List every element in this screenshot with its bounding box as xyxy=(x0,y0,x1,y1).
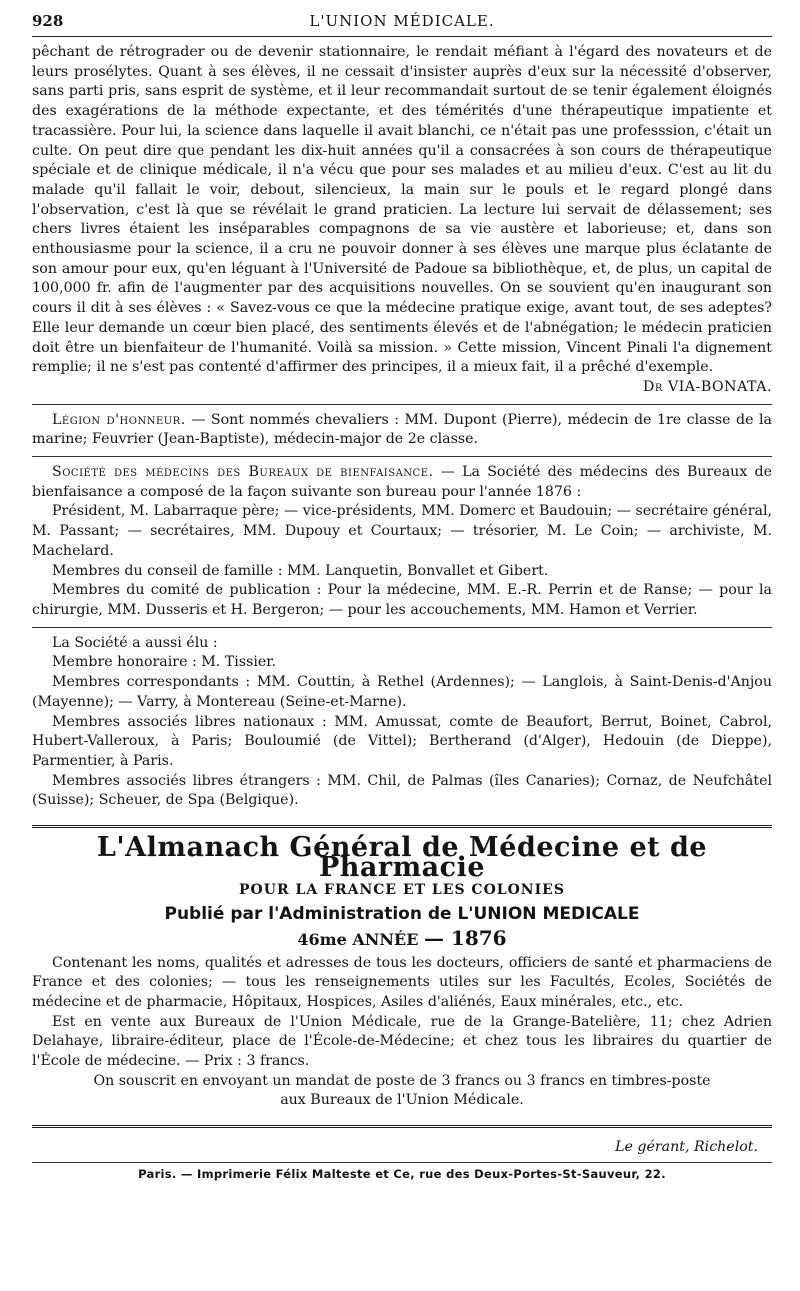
legion-notice xyxy=(32,411,772,450)
societe-conseil: Membres du conseil de famille : MM. Lanquetin, Bonvallet et Gibert. xyxy=(52,562,549,579)
advert-edition-word: ANNÉE xyxy=(352,929,419,949)
societe-nationaux: Membres associés libres nationaux : MM. Amussat, comte de Beaufort, Berrut, Boinet, Cabrol, Hubert-Valleroux, à Paris; Bouloumié (de Vittel); Bertherand (d'Alger), Hedouin (de Dieppe), Parmentier, à Paris. xyxy=(32,713,772,769)
legion-lead: Légion d'honneur. xyxy=(52,411,186,428)
advert-top-rule xyxy=(32,825,772,828)
article-paragraph: pêchant de rétrograder ou de devenir stationnaire, le rendait méfiant à l'égard des novateurs et de leurs prosélytes. Quant à ses élèves, il ne cessait d'insister auprès d'eux sur la nécessité d'observer, sans parti pris, sans esprit de système, et il leur recommandait surtout de se tenir également éloignés des exagérations de la méthode expectante, et des témérités d'une thérapeutique impatiente et tracassière. Pour lui, la science dans laquelle il avait blanchi, ce n'était pas une professsion, c'était un culte. On peut dire que pendant les dix-huit années qu'il a consacrées à son cours de thérapeutique spéciale et de clinique médicale, il n'a vécu que pour ses malades et au milieu d'eux. C'est au lit du malade qu'il fallait le voir, debout, silencieux, la main sur le pouls et le regard plongé dans l'observation, c'est là que se révélait le grand praticien. La lecture lui servait de délassement; ses chers livres étaient les inséparables compagnons de sa vie austère et laborieuse; et, dans son enthousiasme pour la science, il a cru ne pouvoir donner à ses élèves une marque plus éclatante de son amour pour eux, qu'en léguant à l'Université de Padoue sa bibliothèque, et, de plus, un capital de 100,000 fr. afin de l'augmenter par des acquisitions nouvelles. On se souvient qu'en inaugurant son cours il dit à ses élèves : « Savez-vous ce que la médecine pratique exige, avant tout, de ses adeptes? Elle leur demande un cœur bien placé, des sentiments élevés et de l'abnégation; le médecin praticien doit être un bienfaiteur de l'humanité. Voilà sa mission. » Cette mission, Vincent Pinali l'a dignement remplie; il ne s'est pas contenté d'affirmer des principes, il a mieux fait, il a prêché d'exemple. xyxy=(32,44,772,376)
footer-divider xyxy=(32,1162,772,1163)
advert-subtitle: POUR LA FRANCE ET LES COLONIES xyxy=(239,882,565,899)
societe-lead: Société des médecins des Bureaux de bienfaisance. xyxy=(52,464,434,481)
societe-intro xyxy=(32,463,772,502)
gerant-line xyxy=(32,1138,758,1158)
running-title: L'UNION MÉDICALE. xyxy=(309,12,495,30)
advert-sale: Est en vente aux Bureaux de l'Union Médicale, rue de la Grange-Batelière, 11; chez Adrien Delahaye, libraire-éditeur, place de l'École-de-Médecine; et chez tous les libraires du quartier de l'École de médecine. — Prix : 3 francs. xyxy=(32,1013,772,1070)
article-signature: Dr VIA-BONATA. xyxy=(643,378,772,395)
societe-honoraire: Membre honoraire : M. Tissier. xyxy=(52,654,277,671)
advert-subscribe-line1: On souscrit en envoyant un mandat de poste de 3 francs ou 3 francs en timbres-poste xyxy=(93,1072,711,1089)
advert-publisher: Publié par l'Administration de L'UNION MEDICALE xyxy=(164,904,640,925)
societe-correspondants: Membres correspondants : MM. Couttin, à Rethel (Ardennes); — Langlois, à Saint-Denis-d'Anjou (Mayenne); — Varry, à Montereau (Seine-et-Marne). xyxy=(32,674,772,710)
newspaper-page xyxy=(32,0,772,1265)
section-divider xyxy=(32,404,772,405)
societe-etrangers: Membres associés libres étrangers : MM. Chil, de Palmas (îles Canaries); Cornaz, de Neufchâtel (Suisse); Scheuer, de Spa (Belgique). xyxy=(32,772,772,809)
advert-edition-year: — 1876 xyxy=(423,925,507,950)
advertisement xyxy=(32,832,772,1111)
advert-edition xyxy=(32,925,772,950)
legion-text: — Sont nommés chevaliers : MM. Dupont (Pierre), médecin de 1re classe de la marine; Feuvrier (Jean-Baptiste), médecin-major de 2e classe. xyxy=(32,411,773,448)
page-body xyxy=(32,43,772,1185)
section-divider xyxy=(32,627,772,628)
advert-title: L'Almanach Général de Médecine et de Pharmacie xyxy=(96,832,708,883)
societe-elu: La Société a aussi élu : xyxy=(52,634,218,651)
section-divider xyxy=(32,456,772,457)
footer-rule xyxy=(32,1125,772,1128)
page-number: 928 xyxy=(32,12,64,30)
advert-contents: Contenant les noms, qualités et adresses de tous les docteurs, officiers de santé et pharmaciens de France et des colonies; — tous les renseignements utiles sur les Facultés, Ecoles, Sociétés de médecine et de pharmacie, Hôpitaux, Hospices, Asiles d'aliénés, Eaux minérales, etc., etc. xyxy=(32,954,772,1010)
advert-subscribe-line2: aux Bureaux de l'Union Médicale. xyxy=(280,1092,524,1109)
societe-bureau: Président, M. Labarraque père; — vice-présidents, MM. Domerc et Baudouin; — secrétaire général, M. Passant; — secrétaires, MM. Dupouy et Courtaux; — trésorier, M. Le Coin; — archiviste, M. Machelard. xyxy=(32,503,772,559)
gerant-text: Le gérant, Richelot. xyxy=(615,1139,758,1156)
printer-line: Paris. — Imprimerie Félix Malteste et Ce, rue des Deux-Portes-St-Sauveur, 22. xyxy=(138,1166,666,1181)
page-header xyxy=(32,8,772,37)
societe-comite: Membres du comité de publication : Pour la médecine, MM. E.-R. Perrin et de Ranse; — pour la chirurgie, MM. Dusseris et H. Bergeron; — pour les accouchements, MM. Hamon et Verrier. xyxy=(32,582,772,618)
advert-edition-number: 46me xyxy=(297,929,347,949)
societe-text: — La Société des médecins des Bureaux de bienfaisance a composé de la façon suivante son bureau pour l'année 1876 : xyxy=(32,464,772,500)
